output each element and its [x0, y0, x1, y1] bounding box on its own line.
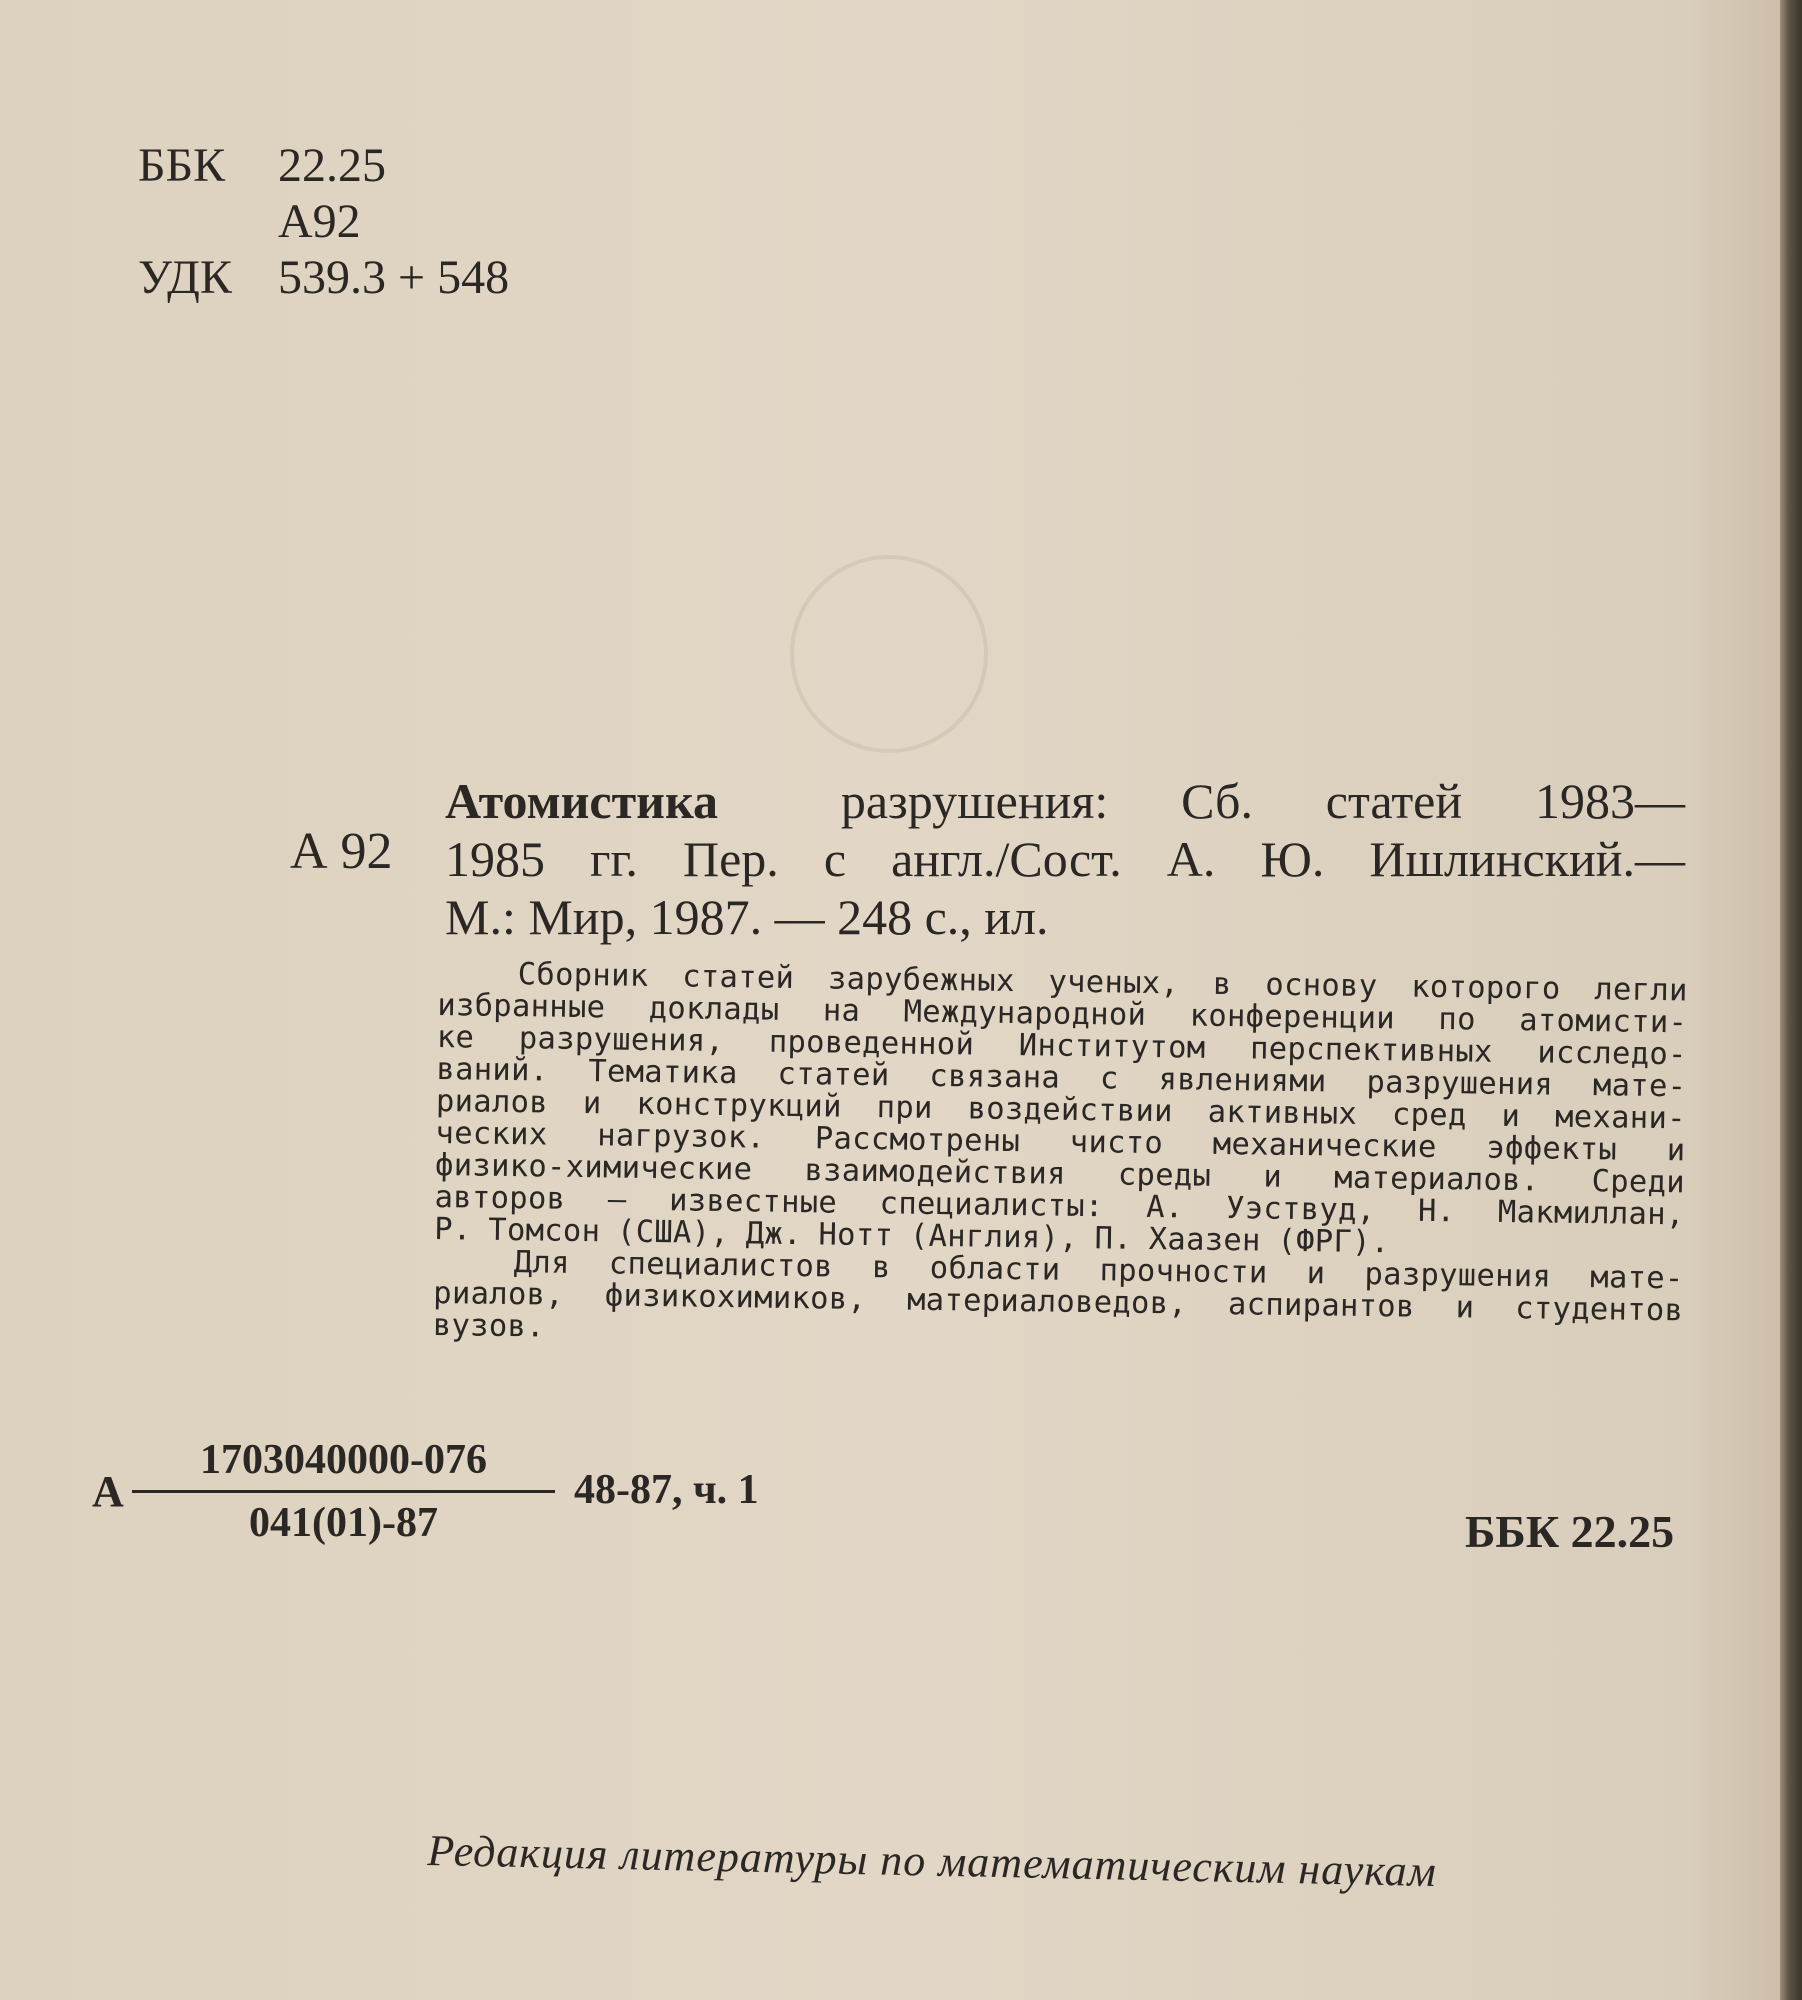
- abstract-word: связана: [929, 1058, 1061, 1096]
- abstract-word: мате-: [1590, 1260, 1684, 1297]
- bbk-value: 22.25: [278, 139, 386, 192]
- bbk-row: [138, 138, 509, 194]
- abstract-word: механические: [1212, 1126, 1437, 1165]
- abstract-word: (США),: [616, 1214, 730, 1252]
- page-edge: [1780, 0, 1802, 2000]
- bib-word: Ю.: [1260, 831, 1325, 887]
- abstract-word: и: [1666, 1133, 1686, 1169]
- bib-word: Ишлинский.—: [1369, 831, 1685, 887]
- abstract-word: и: [1501, 1098, 1521, 1135]
- abstract-word: перспективных: [1249, 1031, 1493, 1070]
- abstract-word: специалисты:: [879, 1186, 1104, 1225]
- abstract-word: мате-: [1592, 1068, 1687, 1105]
- abstract-word: нагрузок.: [596, 1118, 766, 1156]
- abstract-word: Международной: [903, 994, 1147, 1033]
- catalog-tail: 48-87, ч. 1: [574, 1467, 759, 1513]
- abstract-word: доклады: [648, 990, 780, 1028]
- abstract-word: Тематика: [588, 1054, 738, 1092]
- abstract-word: физико-химические: [434, 1147, 753, 1188]
- bib-word: англ./Сост.: [891, 831, 1122, 887]
- abstract-word: Дж.: [745, 1216, 803, 1253]
- abstract-word: при: [876, 1090, 933, 1126]
- abstract-word: (Англия),: [909, 1218, 1079, 1256]
- catalog-letter: А: [92, 1467, 124, 1516]
- udk-value: 539.3 + 548: [278, 251, 510, 304]
- abstract-word: с: [1099, 1061, 1119, 1097]
- abstract-word: активных: [1207, 1094, 1358, 1132]
- author-sign-row: [138, 194, 509, 250]
- book-title: Атомистика: [445, 773, 719, 829]
- bibliographic-entry: [445, 772, 1685, 946]
- abstract-word: области: [929, 1250, 1061, 1288]
- abstract-word: сред: [1391, 1097, 1467, 1134]
- abstract-word: П.: [1094, 1221, 1133, 1257]
- catalog-denominator: 041(01)-87: [249, 1500, 438, 1546]
- bib-word: с: [823, 831, 847, 887]
- abstract-word: Макмиллан,: [1497, 1194, 1685, 1233]
- abstract-word: физикохимиков,: [604, 1278, 867, 1318]
- catalog-fraction: [132, 1436, 555, 1547]
- bib-word: Сб.: [1181, 773, 1253, 829]
- abstract-word: Хаазен: [1148, 1221, 1261, 1259]
- abstract-word: специалистов: [608, 1246, 834, 1285]
- abstract-word: статей: [681, 959, 795, 996]
- abstract-word: Нотт: [818, 1217, 894, 1254]
- abstract-word: Для: [513, 1245, 570, 1281]
- bib-line-1: [445, 772, 1685, 830]
- abstract: [433, 958, 1688, 1359]
- author-sign: А92: [278, 195, 361, 248]
- editorial-office: Редакция литературы по математическим наукам: [426, 1825, 1438, 1897]
- bib-line-2: [445, 830, 1685, 888]
- abstract-word: Институтом: [1018, 1028, 1206, 1066]
- abstract-word: Н.: [1417, 1193, 1456, 1230]
- fraction-bar: [132, 1490, 555, 1493]
- abstract-word: А.: [1145, 1189, 1184, 1226]
- abstract-word: прочности: [1099, 1253, 1268, 1291]
- abstract-word: исследо-: [1537, 1035, 1687, 1073]
- abstract-word: и: [1306, 1256, 1326, 1292]
- bib-word: 1983—: [1534, 773, 1685, 829]
- abstract-word: по: [1438, 1001, 1477, 1038]
- abstract-word: Среди: [1591, 1164, 1686, 1201]
- abstract-word: ческих: [435, 1115, 548, 1153]
- abstract-word: воздействии: [967, 1091, 1174, 1130]
- abstract-word: среды: [1117, 1157, 1212, 1194]
- abstract-word: и: [1455, 1290, 1475, 1326]
- bbk-label: ББК: [138, 139, 226, 192]
- abstract-word: которого: [1410, 969, 1561, 1007]
- bib-word: разрушения:: [840, 773, 1109, 829]
- abstract-word: механи-: [1554, 1099, 1687, 1137]
- bbk-footer: ББК 22.25: [1465, 1506, 1675, 1557]
- abstract-word: избранные: [437, 987, 606, 1026]
- abstract-word: Р.: [433, 1211, 472, 1248]
- catalog-numerator: 1703040000-076: [200, 1437, 487, 1483]
- abstract-word: в: [871, 1250, 891, 1286]
- abstract-word: Уэствуд,: [1225, 1191, 1376, 1229]
- classification-codes: [138, 138, 509, 306]
- show-through-emblem: [790, 555, 988, 753]
- abstract-word: вузов.: [432, 1307, 546, 1345]
- abstract-word: легли: [1594, 972, 1688, 1009]
- abstract-word: и: [1263, 1159, 1283, 1195]
- abstract-word: разрушения: [1364, 1256, 1552, 1295]
- abstract-word: конструкций: [636, 1086, 842, 1125]
- abstract-word: материаловедов,: [906, 1282, 1188, 1322]
- abstract-word: ученых,: [1048, 964, 1180, 1002]
- abstract-word: конференции: [1189, 998, 1396, 1037]
- abstract-word: в: [1212, 966, 1232, 1003]
- abstract-word: ваний.: [436, 1051, 549, 1089]
- bib-word: А.: [1166, 831, 1216, 887]
- abstract-word: —: [607, 1182, 627, 1218]
- abstract-word: Рассмотрены: [814, 1121, 1021, 1160]
- bib-line-3: М.: Мир, 1987. — 248 с., ил.: [445, 889, 1049, 945]
- abstract-word: основу: [1265, 967, 1378, 1005]
- abstract-word: авторов: [434, 1179, 566, 1217]
- udk-label: УДК: [138, 251, 232, 304]
- abstract-word: известные: [668, 1183, 838, 1221]
- abstract-word: риалов,: [433, 1275, 565, 1313]
- abstract-word: аспирантов: [1227, 1287, 1415, 1325]
- abstract-word: явлениями: [1158, 1062, 1327, 1100]
- abstract-word: взаимодействия: [804, 1153, 1066, 1192]
- abstract-word: (ФРГ).: [1277, 1223, 1390, 1261]
- bib-word: гг.: [590, 831, 638, 887]
- bib-word: Пер.: [682, 831, 779, 887]
- abstract-word: Сборник: [517, 957, 649, 994]
- abstract-word: статей: [777, 1056, 890, 1094]
- abstract-word: атомисти-: [1518, 1003, 1688, 1041]
- bib-word: статей: [1325, 773, 1463, 829]
- bib-word: 1985: [445, 831, 545, 887]
- abstract-word: на: [822, 993, 861, 1029]
- abstract-word: чисто: [1069, 1124, 1164, 1162]
- abstract-word: разрушения: [1366, 1064, 1554, 1103]
- abstract-word: проведенной: [768, 1024, 975, 1063]
- abstract-word: эффекты: [1486, 1130, 1618, 1168]
- abstract-word: и: [582, 1086, 602, 1122]
- abstract-word: студентов: [1514, 1291, 1684, 1329]
- abstract-word: зарубежных: [827, 961, 1015, 1000]
- abstract-word: разрушения,: [518, 1021, 725, 1060]
- abstract-word: Томсон: [488, 1212, 601, 1250]
- abstract-word: риалов: [435, 1083, 549, 1121]
- udk-row: [138, 250, 509, 306]
- abstract-word: материалов.: [1333, 1160, 1540, 1199]
- abstract-word: ке: [436, 1019, 475, 1056]
- author-cipher: А 92: [290, 823, 393, 880]
